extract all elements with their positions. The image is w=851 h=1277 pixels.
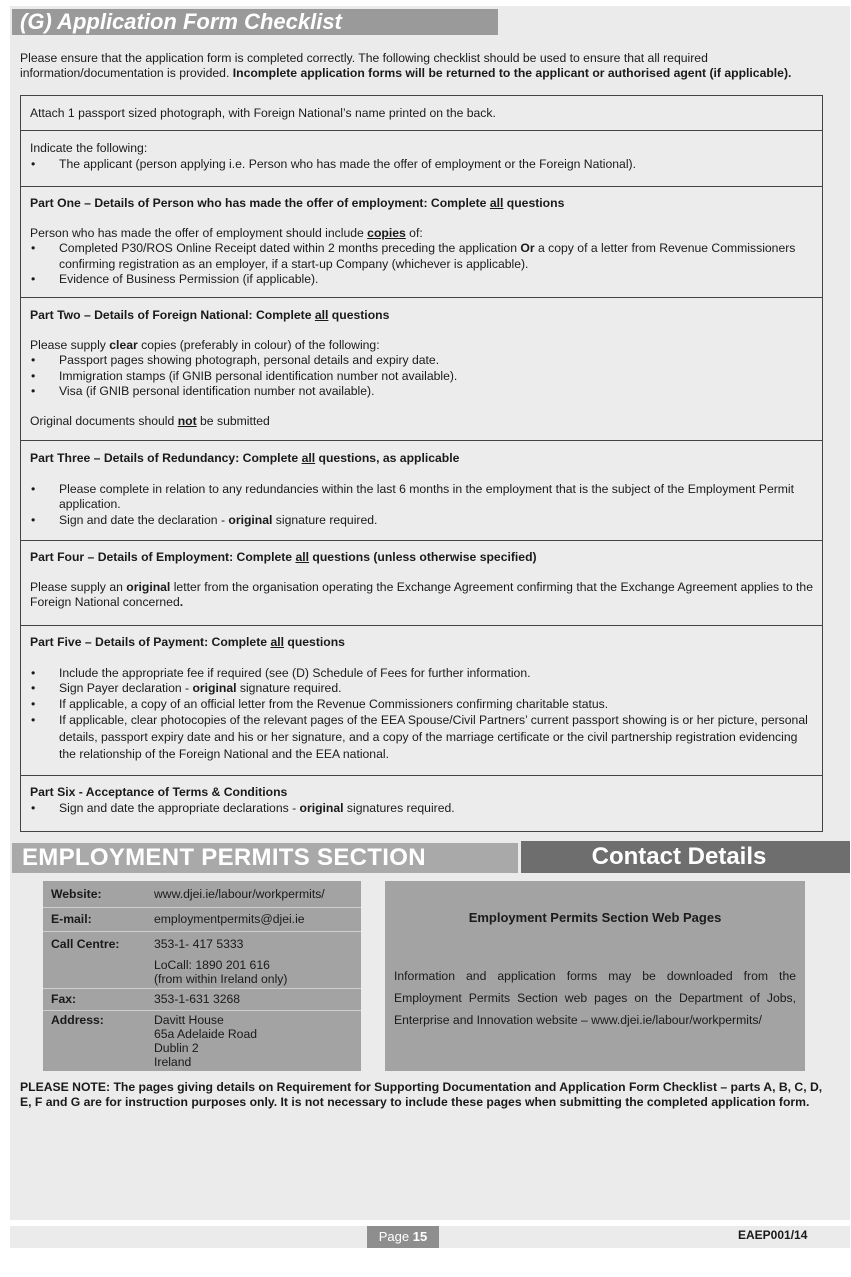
section-title: EMPLOYMENT PERMITS SECTION bbox=[22, 844, 426, 871]
checklist-row-part-four bbox=[21, 541, 822, 626]
checklist-row-indicate bbox=[21, 131, 822, 187]
part-five-item: • If applicable, a copy of an official letter from the Revenue Commissioners confirming charitable status. bbox=[30, 697, 813, 713]
part-two-lead-text: Please supply bbox=[30, 337, 110, 352]
part-six-item-text: Sign and date the appropriate declarations - bbox=[59, 800, 300, 815]
part-two-heading-end: questions bbox=[328, 308, 390, 322]
locall-number: LoCall: 1890 201 616 bbox=[154, 958, 270, 972]
contact-row-website bbox=[43, 881, 361, 908]
part-one-heading-end: questions bbox=[503, 196, 565, 210]
page-number-badge bbox=[367, 1226, 439, 1248]
website-link[interactable]: www.djei.ie/labour/workpermits/ bbox=[154, 887, 325, 901]
part-five-item: • If applicable, clear photocopies of the relevant pages of the EEA Spouse/Civil Partners’ current passport showing is or her picture, personal details, passport expiry date and his or her signature, and a copy of the marriage certificate or the civil partnership registration evidencing the relationship of the Foreign National and the EEA national. bbox=[30, 712, 813, 763]
part-two-original-text: Original documents should bbox=[30, 413, 178, 428]
part-one-item: • Evidence of Business Permission (if applicable). bbox=[30, 272, 813, 288]
address-line: 65a Adelaide Road bbox=[154, 1027, 258, 1041]
checklist-table bbox=[20, 95, 823, 832]
indicate-label: Indicate the following: bbox=[30, 141, 148, 155]
fax-number: 353-1-631 3268 bbox=[154, 992, 241, 1006]
part-five-item: • Include the appropriate fee if required (see (D) Schedule of Fees for further information. bbox=[30, 666, 813, 682]
part-five-heading-end: questions bbox=[284, 635, 345, 649]
photo-instruction: Attach 1 passport sized photograph, with Foreign National’s name printed on the back. bbox=[30, 106, 496, 120]
checklist-row-part-six bbox=[21, 776, 822, 832]
part-five-heading-underline: all bbox=[270, 635, 284, 649]
checklist-row-photo bbox=[21, 96, 822, 131]
part-one-item bbox=[30, 241, 813, 272]
part-four-heading-underline: all bbox=[295, 550, 310, 564]
part-one-heading-underline: all bbox=[489, 196, 504, 210]
part-five-item bbox=[30, 681, 813, 697]
part-two-item: • Visa (if GNIB personal identification number not available). bbox=[30, 384, 813, 400]
contact-box bbox=[43, 881, 361, 1071]
part-three-item2-text: Sign and date the declaration - bbox=[59, 512, 229, 527]
locall-note: (from within Ireland only) bbox=[154, 972, 288, 986]
part-three-item: • Please complete in relation to any redundancies within the last 6 months in the employment that is the subject of the Employment Permit application. bbox=[30, 482, 813, 513]
fax-label: Fax: bbox=[51, 992, 77, 1006]
contact-row-call-centre bbox=[43, 932, 361, 989]
website-label: Website: bbox=[51, 887, 102, 901]
page-number: 15 bbox=[412, 1229, 428, 1244]
part-four-body-text: Please supply an bbox=[30, 579, 127, 594]
checklist-row-part-two bbox=[21, 298, 822, 441]
part-two-heading-underline: all bbox=[314, 308, 329, 322]
part-four-heading-end: questions (unless otherwise specified) bbox=[309, 550, 537, 564]
intro-bold-warning: Incomplete application forms will be returned to the applicant or authorised agent (if applicable). bbox=[232, 65, 792, 80]
call-centre-number: 353-1- 417 5333 bbox=[154, 937, 244, 951]
contact-row-address bbox=[43, 1011, 361, 1071]
intro-paragraph bbox=[20, 51, 836, 80]
part-three-heading-underline: all bbox=[301, 451, 316, 465]
web-pages-title: Employment Permits Section Web Pages bbox=[468, 910, 722, 925]
indicate-item: • The applicant (person applying i.e. Person who has made the offer of employment or the Foreign National). bbox=[30, 157, 813, 173]
part-five-item2-bold: original bbox=[192, 681, 237, 695]
part-one-heading-text: Part One – Details of Person who has made the offer of employment: Complete bbox=[30, 196, 490, 210]
contact-row-fax bbox=[43, 989, 361, 1011]
web-pages-body: Information and application forms may be downloaded from the Employment Permits Section web pages on the Department of Jobs, Enterprise and Innovation website – www.djei.ie/labour/workpermits/ bbox=[394, 969, 796, 1027]
web-pages-box bbox=[385, 881, 805, 1071]
part-one-lead bbox=[30, 226, 813, 242]
part-one-item1-text: Completed P30/ROS Online Receipt dated within 2 months preceding the application bbox=[59, 241, 521, 255]
part-one-item1-end: a copy of a letter from Revenue Commissioners confirming registration as an employer, if a start-up Company (whichever is applicable). bbox=[59, 241, 796, 271]
part-two-lead-bold: clear bbox=[109, 337, 138, 352]
part-three-heading-end: questions, as applicable bbox=[315, 451, 460, 465]
part-two-lead bbox=[30, 338, 813, 354]
contact-details-heading: Contact Details bbox=[591, 843, 767, 870]
part-five-heading bbox=[30, 635, 813, 651]
part-four-heading-text: Part Four – Details of Employment: Complete bbox=[30, 550, 296, 564]
part-five-item2-end: signature required. bbox=[236, 681, 342, 695]
part-three-heading bbox=[30, 451, 813, 467]
document-code: EAEP001/14 bbox=[738, 1228, 808, 1242]
checklist-row-part-three bbox=[21, 441, 822, 541]
part-two-original-end: be submitted bbox=[196, 413, 270, 428]
please-note: PLEASE NOTE: The pages giving details on Requirement for Supporting Documentation and Application Form Checklist – parts A, B, C, D, E, F and G are for instruction purposes only. It is not necessary to include these pages when submitting the completed application form. bbox=[20, 1080, 823, 1109]
address-label: Address: bbox=[51, 1013, 104, 1027]
checklist-row-part-one bbox=[21, 187, 822, 298]
part-three-heading-text: Part Three – Details of Redundancy: Complete bbox=[30, 451, 302, 465]
part-five-heading-text: Part Five – Details of Payment: Complete bbox=[30, 635, 271, 649]
part-three-item bbox=[30, 513, 813, 529]
part-six-heading bbox=[30, 785, 813, 801]
part-one-item1-bold: Or bbox=[520, 241, 535, 255]
part-three-item2-end: signature required. bbox=[272, 512, 378, 527]
part-one-heading bbox=[30, 196, 813, 212]
intro-text: Please ensure that the application form is completed correctly. The following checklist should be used to ensure that all required information/documentation is provided. bbox=[20, 51, 708, 80]
checklist-row-part-five bbox=[21, 626, 822, 776]
address-line: Davitt House bbox=[154, 1013, 224, 1027]
part-six-item bbox=[30, 801, 813, 817]
part-one-lead-underline: copies bbox=[367, 225, 406, 240]
address-line: Ireland bbox=[154, 1055, 192, 1069]
part-four-body-period: . bbox=[179, 595, 184, 609]
part-six-heading-text: Part Six - Acceptance of Terms & Conditions bbox=[30, 785, 288, 799]
part-two-lead-end: copies (preferably in colour) of the following: bbox=[137, 337, 380, 352]
part-two-heading-text: Part Two – Details of Foreign National: Complete bbox=[30, 308, 315, 322]
page-label: Page bbox=[378, 1229, 410, 1244]
part-six-item-bold: original bbox=[299, 800, 344, 815]
page-title: (G) Application Form Checklist bbox=[20, 9, 342, 34]
part-two-item: • Passport pages showing photograph, personal details and expiry date. bbox=[30, 353, 813, 369]
email-link[interactable]: employmentpermits@djei.ie bbox=[154, 912, 305, 926]
part-two-original-underline: not bbox=[177, 413, 197, 428]
part-two-heading bbox=[30, 308, 813, 324]
part-four-body-bold: original bbox=[126, 579, 171, 594]
part-one-lead-text: Person who has made the offer of employment should include bbox=[30, 225, 368, 240]
address-line: Dublin 2 bbox=[154, 1041, 199, 1055]
part-five-item2-text: Sign Payer declaration - bbox=[59, 681, 193, 695]
email-label: E-mail: bbox=[51, 912, 92, 926]
part-three-item2-bold: original bbox=[228, 512, 273, 527]
contact-row-email bbox=[43, 908, 361, 932]
part-two-item: • Immigration stamps (if GNIB personal identification number not available). bbox=[30, 369, 813, 385]
part-four-body-end: letter from the organisation operating the Exchange Agreement confirming that the Exchange Agreement applies to the Foreign National concerned bbox=[30, 579, 813, 609]
part-one-lead-end: of: bbox=[405, 225, 423, 240]
call-centre-label: Call Centre: bbox=[51, 937, 120, 951]
part-four-body bbox=[30, 580, 813, 611]
part-two-original-note bbox=[30, 414, 813, 430]
part-six-item-end: signatures required. bbox=[343, 800, 455, 815]
part-four-heading bbox=[30, 550, 813, 566]
